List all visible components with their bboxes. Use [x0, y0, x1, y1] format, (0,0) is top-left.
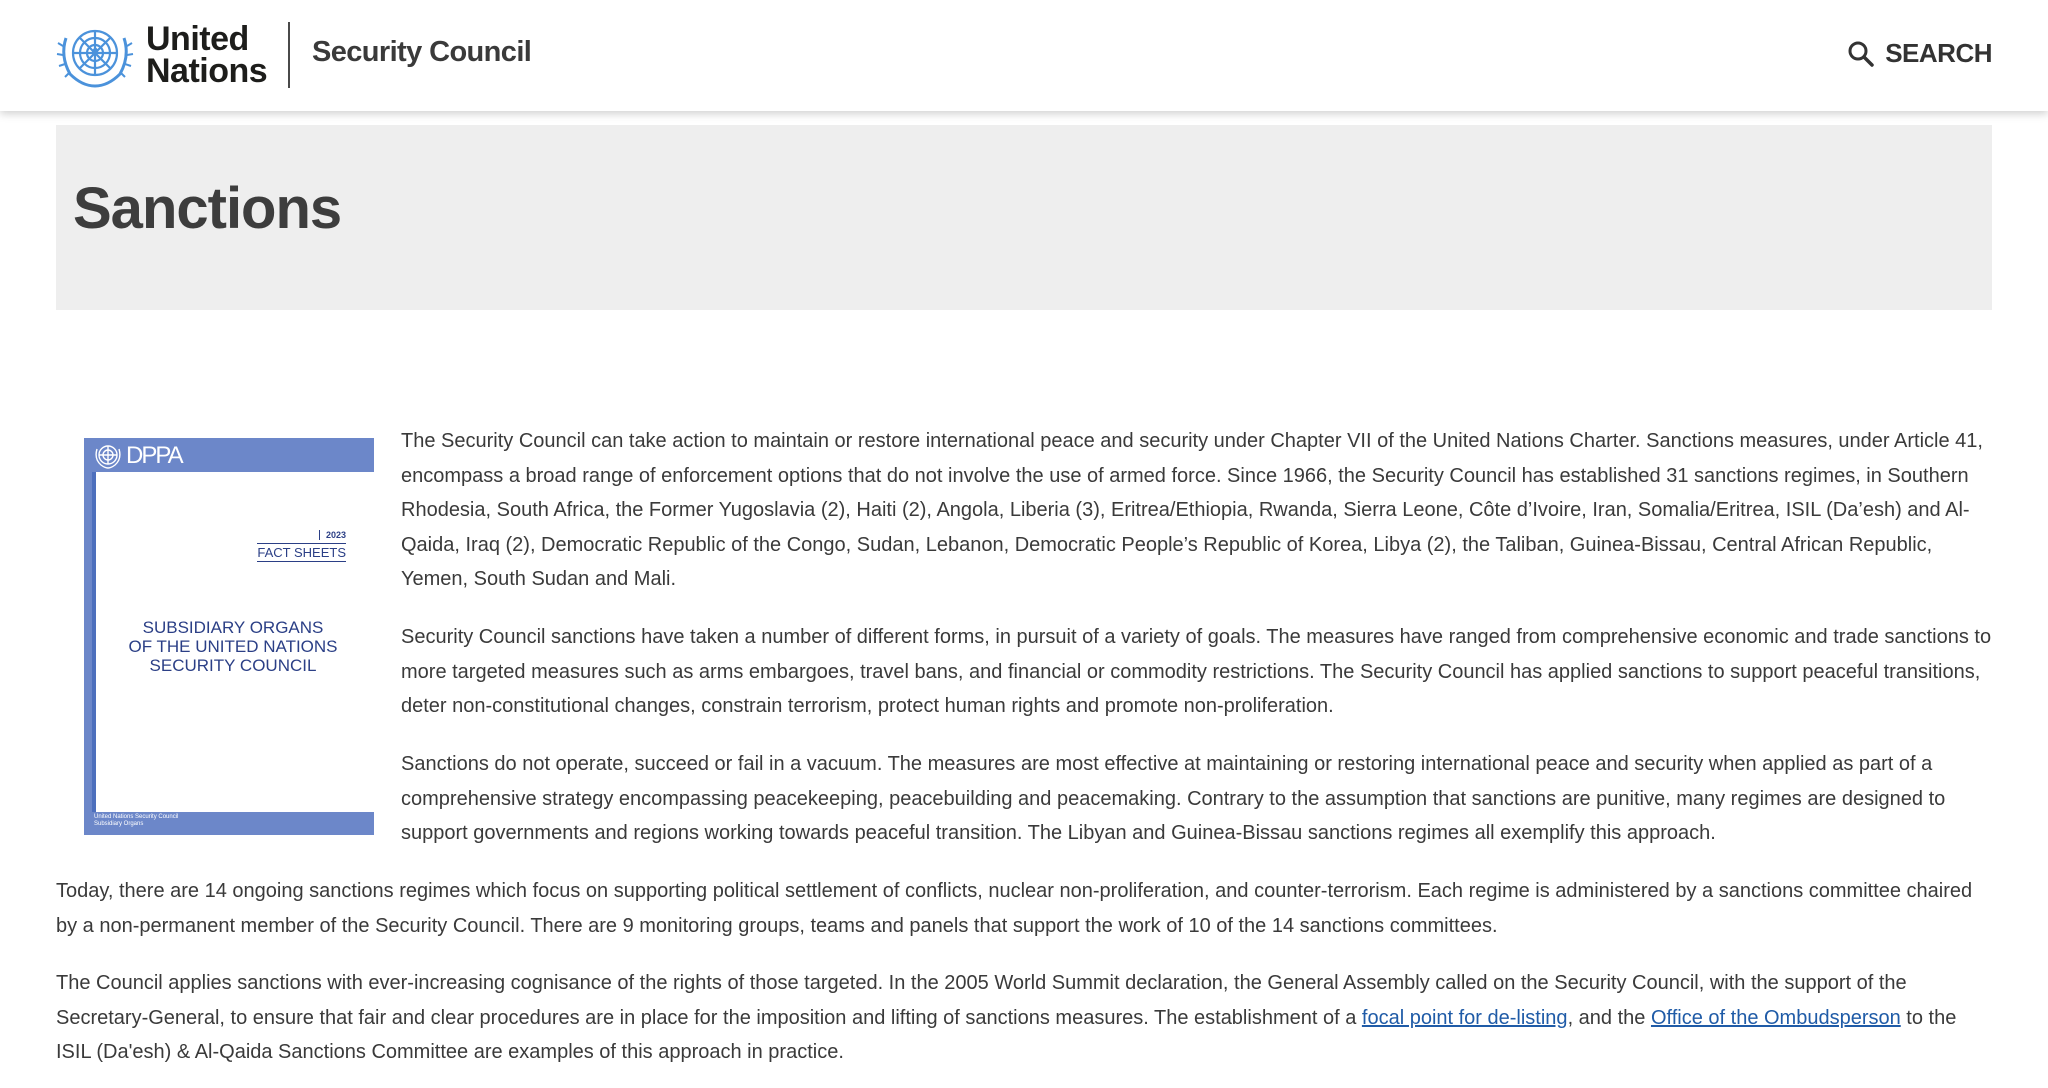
search-label: SEARCH	[1885, 38, 1992, 68]
un-emblem-icon	[54, 20, 136, 90]
cover-title-line1: SUBSIDIARY ORGANS	[142, 618, 324, 637]
dppa-header	[94, 442, 182, 470]
paragraph-comprehensive-strategy: Sanctions do not operate, succeed or fail in a vacuum. The measures are most effective at maintaining or restoring international peace and security when applied as part of a comprehensive strategy encompassing peacekeeping, peacebuilding and peacemaking. Contrary to the assumption that sanctions are punitive, many regimes are designed to support governments and regions working towards peaceful transition. The Libyan and Guinea-Bissau sanctions regimes all exemplify this approach.	[401, 753, 1946, 844]
cover-footer	[94, 814, 178, 828]
page-title: Sanctions	[73, 176, 342, 241]
un-wordmark	[146, 20, 268, 90]
un-wordmark-line1: United	[146, 20, 249, 58]
paragraph-ongoing-regimes: Today, there are 14 ongoing sanctions regimes which focus on supporting political settlement of conflicts, nuclear non-proliferation, and counter-terrorism. Each regime is administered by a sanctions committee chaired by a non-permanent member of the Security Council. There are 9 monitoring groups, teams and panels that support the work of 10 of the 14 sanctions committees.	[56, 880, 1973, 937]
search-button[interactable]	[1847, 38, 1992, 69]
page-title-band	[56, 125, 1992, 310]
cover-footer-line1: United Nations Security Council	[94, 814, 179, 820]
cover-year: 2023	[319, 530, 346, 540]
cover-label: FACT SHEETS	[257, 545, 346, 560]
un-emblem-small-icon	[94, 443, 122, 469]
paragraph-text: to the ISIL (Da'esh) & Al-Qaida Sanctions Committee are examples of this approach in practice.	[56, 1006, 1957, 1063]
focal-point-link[interactable]: focal point for de-listing	[1361, 1006, 1568, 1029]
un-wordmark-line2: Nations	[146, 52, 268, 90]
cover-footer-line2: Subsidiary Organs	[94, 821, 144, 827]
dppa-brand: DPPA	[126, 442, 182, 469]
paragraph-rights-of-targeted	[56, 966, 1996, 1070]
un-logo[interactable]	[54, 20, 267, 90]
cover-title-line2: OF THE UNITED NATIONS	[128, 637, 338, 656]
paragraph-text: The Council applies sanctions with ever-increasing cognisance of the rights of those targeted. In the 2005 World Summit declaration, the General Assembly called on the Security Council, with the support of the Secretary-General, to ensure that fair and clear procedures are in place for the imposition and lifting of sanctions measures. The establishment of a	[56, 972, 1907, 1029]
site-title[interactable]: Security Council	[312, 36, 532, 68]
paragraph-sanction-forms: Security Council sanctions have taken a number of different forms, in pursuit of a variety of goals. The measures have ranged from comprehensive economic and trade sanctions to more targeted measures such as arms embargoes, travel bans, and financial or commodity restrictions. The Security Council has applied sanctions to support peaceful transitions, deter non-constitutional changes, constrain terrorism, protect human rights and promote non-proliferation.	[401, 626, 1992, 717]
fact-sheet-thumbnail[interactable]	[84, 438, 374, 835]
paragraph-text: , and the	[1567, 1006, 1651, 1029]
site-header	[0, 0, 2048, 111]
fact-sheet-cover	[92, 472, 374, 812]
cover-title-line3: SECURITY COUNCIL	[149, 656, 317, 675]
paragraph-chapter-vii: The Security Council can take action to maintain or restore international peace and security under Chapter VII of the United Nations Charter. Sanctions measures, under Article 41, encompass a broad range of enforcement options that do not involve the use of armed force. Since 1966, the Security Council has established 31 sanctions regimes, in Southern Rhodesia, South Africa, the Former Yugoslavia (2), Haiti (2), Angola, Liberia (3), Eritrea/Ethiopia, Rwanda, Sierra Leone, Côte d’Ivoire, Iran, Somalia/Eritrea, ISIL (Da’esh) and Al-Qaida, Iraq (2), Democratic Republic of the Congo, Sudan, Lebanon, Democratic People’s Republic of Korea, Libya (2), the Taliban, Guinea-Bissau, Central African Republic, Yemen, South Sudan and Mali.	[401, 430, 1983, 590]
cover-title	[92, 618, 374, 675]
ombudsperson-link[interactable]: Office of the Ombudsperson	[1650, 1006, 1901, 1029]
search-icon	[1847, 40, 1875, 68]
header-divider	[288, 22, 290, 88]
